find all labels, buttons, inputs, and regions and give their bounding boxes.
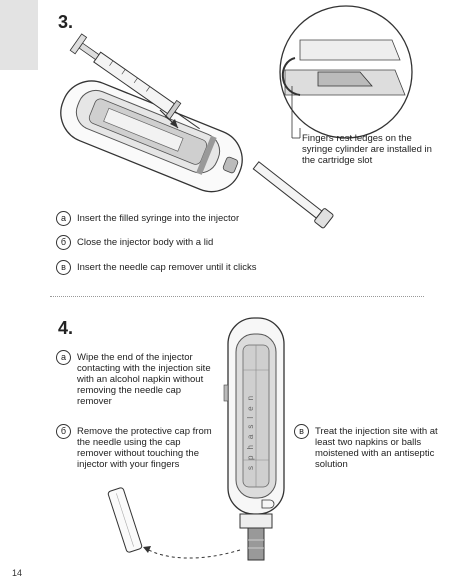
step-4-text-a: Wipe the end of the injector contacting with the injection site with an alcohol napkin without removing the needle cap remover (77, 352, 211, 407)
device-label-text: sphaslen (246, 389, 255, 470)
page-number: 14 (12, 568, 23, 578)
step-3-number: 3. (58, 12, 74, 32)
step-4-item-c (294, 426, 446, 470)
step-4-item-b (56, 426, 216, 470)
step-4-text-b: Remove the protective cap from the needle using the cap remover without touching the injector with your fingers (77, 426, 212, 470)
step-4-badge-a: а (56, 350, 71, 365)
step-3-text-b: Close the injector body with a lid (77, 237, 214, 248)
step-3-callout: Fingers rest ledges on the syringe cylinder are installed in the cartridge slot (302, 133, 432, 166)
step-3-badge-c: в (56, 260, 71, 275)
step-4-badge-b: б (56, 424, 71, 439)
step-3-text-a: Insert the filled syringe into the injector (77, 213, 240, 224)
step-4-text-c: Treat the injection site with at least two napkins or balls moistened with an antiseptic solution (315, 426, 438, 470)
step-3-badge-b: б (56, 235, 71, 250)
step-4-badge-c: в (294, 424, 309, 439)
step-3-text-c: Insert the needle cap remover until it clicks (77, 262, 257, 273)
step-4-number: 4. (58, 318, 74, 338)
step-3-badge-a: а (56, 211, 71, 226)
step-4-item-a (56, 352, 216, 407)
